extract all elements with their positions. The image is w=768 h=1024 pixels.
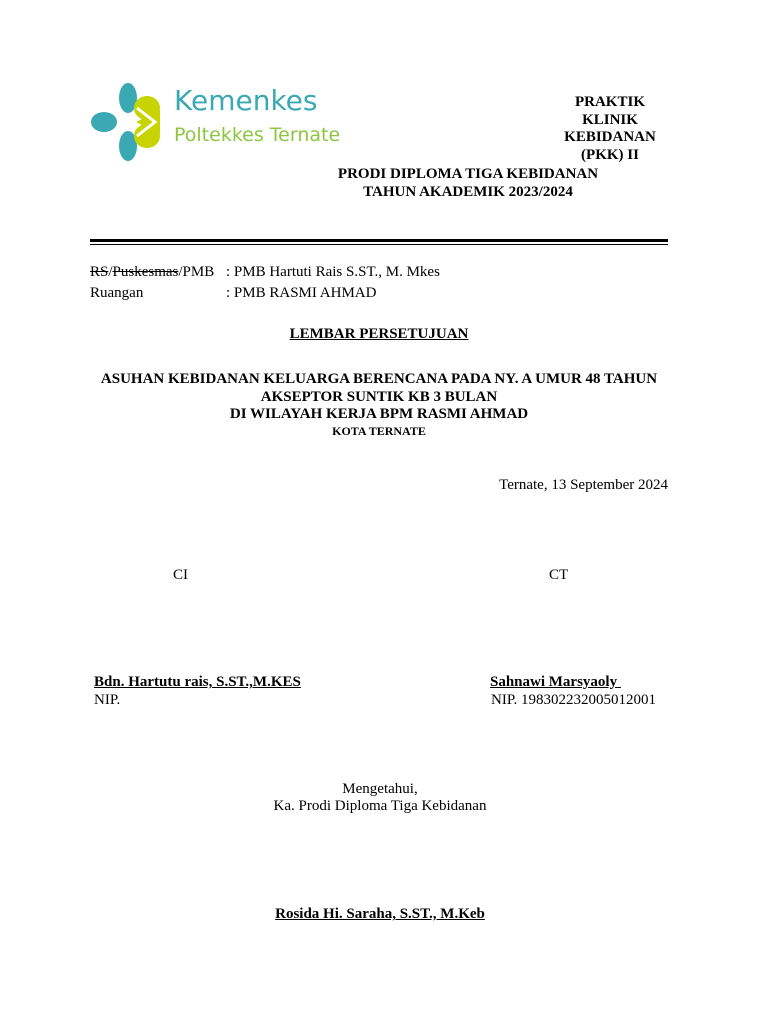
room-label: Ruangan [90,285,144,301]
prodi-line: PRODI DIPLOMA TIGA KEBIDANAN [337,166,599,182]
place-label-pmb: /PMB [178,264,215,280]
approval-position: Ka. Prodi Diploma Tiga Kebidanan [273,798,487,814]
document-date: Ternate, 13 September 2024 [499,477,668,493]
subject-block [90,371,668,439]
signature-role-ci: CI [173,567,188,583]
place-label-rs: RS [90,264,109,280]
brand-subname: Poltekkes Ternate [174,124,341,146]
brand-name: Kemenkes [174,84,318,117]
pkk-line: KEBIDANAN [564,129,656,145]
signatory-ci-nip: NIP. [94,692,121,708]
document-title: LEMBAR PERSETUJUAN [289,326,469,342]
header-divider-thick [90,239,668,242]
place-label-puskesmas: Puskesmas [112,264,179,280]
pkk-line: KLINIK [582,111,638,128]
kemenkes-flower-logo-icon [90,82,166,164]
pkk-line: PRAKTIK [574,94,645,110]
approver-name: Rosida Hi. Saraha, S.ST., M.Keb [275,906,485,922]
subject-line: AKSEPTOR SUNTIK KB 3 BULAN [260,388,498,405]
academic-year-line: TAHUN AKADEMIK 2023/2024 [363,184,573,200]
prodi-heading [318,165,618,201]
place-value: : PMB Hartuti Rais S.ST., M. Mkes [226,264,440,280]
signatory-ct-name: Sahnawi Marsyaoly [490,674,621,690]
pkk-line: (PKK) II [581,146,639,163]
place-label: RS/Puskesmas/PMB [90,264,215,280]
subject-location: KOTA TERNATE [332,423,426,438]
approval-heading: Mengetahui, [342,781,418,797]
pkk-heading [560,94,660,164]
room-value: : PMB RASMI AHMAD [226,285,377,301]
header-divider-thin [90,244,668,245]
signatory-ci-name: Bdn. Hartutu rais, S.ST.,M.KES [94,674,301,690]
signatory-ct-nip: NIP. 198302232005012001 [491,692,657,708]
signature-role-ct: CT [549,567,569,583]
institution-logo [90,82,380,164]
subject-line: DI WILAYAH KERJA BPM RASMI AHMAD [229,406,529,422]
subject-line: ASUHAN KEBIDANAN KELUARGA BERENCANA PADA NY. A UMUR 48 TAHUN [100,371,658,387]
